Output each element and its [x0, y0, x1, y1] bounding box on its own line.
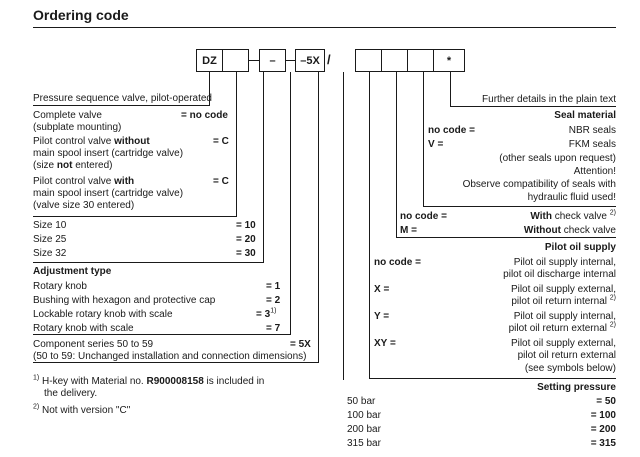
seal-material-heading: Seal material — [554, 110, 616, 121]
code-separator-slash: / — [327, 52, 331, 67]
leader-line — [33, 216, 237, 217]
p200-label: 200 bar — [347, 424, 381, 435]
leader-line — [369, 378, 616, 379]
ps-nocode-key: no code = — [374, 257, 421, 268]
pilot-without-label: Pilot control valve without — [33, 136, 150, 147]
p50-label: 50 bar — [347, 396, 376, 407]
check-with-value: With check valve $^{2)}$ — [530, 209, 616, 222]
leader-line — [369, 72, 370, 378]
bushing-code: = 2 — [266, 295, 281, 306]
pilot-without-line2: main spool insert (cartridge valve) — [33, 148, 184, 159]
ps-y-line1: Pilot oil supply internal, — [513, 311, 616, 322]
complete-valve-label: Complete valve — [33, 110, 102, 121]
leader-line — [290, 72, 291, 334]
code-connector — [249, 60, 259, 61]
attention-note: Attention! — [573, 166, 616, 177]
component-series-label: Component series 50 to 59 — [33, 339, 154, 350]
bushing-label: Bushing with hexagon and protective cap — [33, 295, 216, 306]
code-box-dz: DZ — [196, 49, 223, 72]
check-nocode-key: no code = — [400, 211, 447, 222]
rotary-knob-label: Rotary knob — [33, 281, 87, 292]
leader-line — [318, 72, 319, 362]
size10-label: Size 10 — [33, 220, 67, 231]
code-box-size: – — [259, 49, 286, 72]
p50-code: = 50 — [596, 396, 616, 407]
ps-x-line1: Pilot oil supply external, — [510, 284, 616, 295]
leader-line — [236, 72, 237, 216]
pilot-with-line2: main spool insert (cartridge valve) — [33, 188, 184, 199]
complete-valve-note: (subplate mounting) — [33, 122, 122, 133]
component-series-code: = 5X — [290, 339, 311, 350]
observe-note: Observe compatibility of seals with — [462, 179, 616, 190]
footnote-2: $^{2)}$ Not with version "C" — [33, 403, 131, 416]
rotary-scale-label: Rotary knob with scale — [33, 323, 134, 334]
p100-label: 100 bar — [347, 410, 381, 421]
size32-label: Size 32 — [33, 248, 67, 259]
component-series-note: (50 to 59: Unchanged installation and connection dimensions) — [33, 351, 307, 362]
ps-y-line2: pilot oil return external $^{2)}$ — [508, 321, 616, 334]
leader-line — [450, 72, 451, 106]
footnote-1-line2: the delivery. — [44, 388, 98, 399]
pilot-supply-heading: Pilot oil supply — [544, 242, 616, 253]
ps-nocode-line1: Pilot oil supply internal, — [513, 257, 616, 268]
ps-y-key: Y = — [374, 311, 390, 322]
complete-valve-code: = no code — [181, 110, 228, 121]
pilot-with-code: = C — [213, 176, 229, 187]
hydraulic-note: hydraulic fluid used! — [527, 192, 616, 203]
ps-xy-line1: Pilot oil supply external, — [510, 338, 616, 349]
seal-fkm-value: FKM seals — [568, 139, 616, 150]
seal-nbr-value: NBR seals — [568, 125, 616, 136]
code-box-series: –5X — [295, 49, 325, 72]
code-box-check-valve — [407, 49, 434, 72]
leader-line — [423, 206, 616, 207]
setting-pressure-heading: Setting pressure — [537, 382, 616, 393]
p200-code: = 200 — [590, 424, 616, 435]
leader-line — [450, 106, 616, 107]
ps-x-line2: pilot oil return internal $^{2)}$ — [511, 294, 616, 307]
ps-xy-key: XY = — [374, 338, 396, 349]
code-box-pressure — [355, 49, 382, 72]
title-divider — [33, 27, 616, 28]
pilot-with-label: Pilot control valve with — [33, 176, 135, 187]
page-title: Ordering code — [33, 7, 129, 23]
code-box-valve-type — [222, 49, 249, 72]
ps-xy-line2: pilot oil return external — [517, 350, 616, 361]
leader-line — [423, 72, 424, 206]
size32-code: = 30 — [236, 248, 256, 259]
ps-x-key: X = — [374, 284, 390, 295]
size25-label: Size 25 — [33, 234, 67, 245]
leader-line — [263, 72, 264, 262]
check-m-key: M = — [400, 225, 417, 236]
ps-xy-line3: (see symbols below) — [524, 363, 616, 374]
check-without-value: Without check valve — [523, 225, 616, 236]
p100-code: = 100 — [590, 410, 616, 421]
footnote-1: $^{1)}$ H-key with Material no. R900008158 is included in — [33, 374, 265, 387]
code-box-pilot-supply — [381, 49, 408, 72]
pilot-without-code: = C — [213, 136, 229, 147]
p315-code: = 315 — [590, 438, 616, 449]
leader-line — [33, 105, 210, 106]
rotary-scale-code: = 7 — [266, 323, 281, 334]
pilot-without-line3: (size not entered) — [33, 160, 113, 171]
seal-nocode-key: no code = — [428, 125, 475, 136]
pressure-sequence-label: Pressure sequence valve, pilot-operated — [33, 93, 212, 104]
pilot-with-line3: (valve size 30 entered) — [33, 200, 135, 211]
further-details-label: Further details in the plain text — [482, 94, 616, 105]
code-connector — [286, 60, 295, 61]
seal-other-note: (other seals upon request) — [499, 153, 616, 164]
adjustment-type-heading: Adjustment type — [33, 266, 112, 277]
leader-line — [396, 72, 397, 237]
ps-nocode-line2: pilot oil discharge internal — [503, 269, 616, 280]
size25-code: = 20 — [236, 234, 256, 245]
code-box-seal: * — [433, 49, 465, 72]
size10-code: = 10 — [236, 220, 256, 231]
lockable-code: = $3^{1)}$ — [256, 307, 277, 320]
leader-line — [343, 72, 344, 380]
leader-line — [33, 262, 264, 263]
p315-label: 315 bar — [347, 438, 381, 449]
seal-v-key: V = — [428, 139, 444, 150]
rotary-knob-code: = 1 — [266, 281, 281, 292]
lockable-label: Lockable rotary knob with scale — [33, 309, 173, 320]
leader-line — [396, 237, 616, 238]
